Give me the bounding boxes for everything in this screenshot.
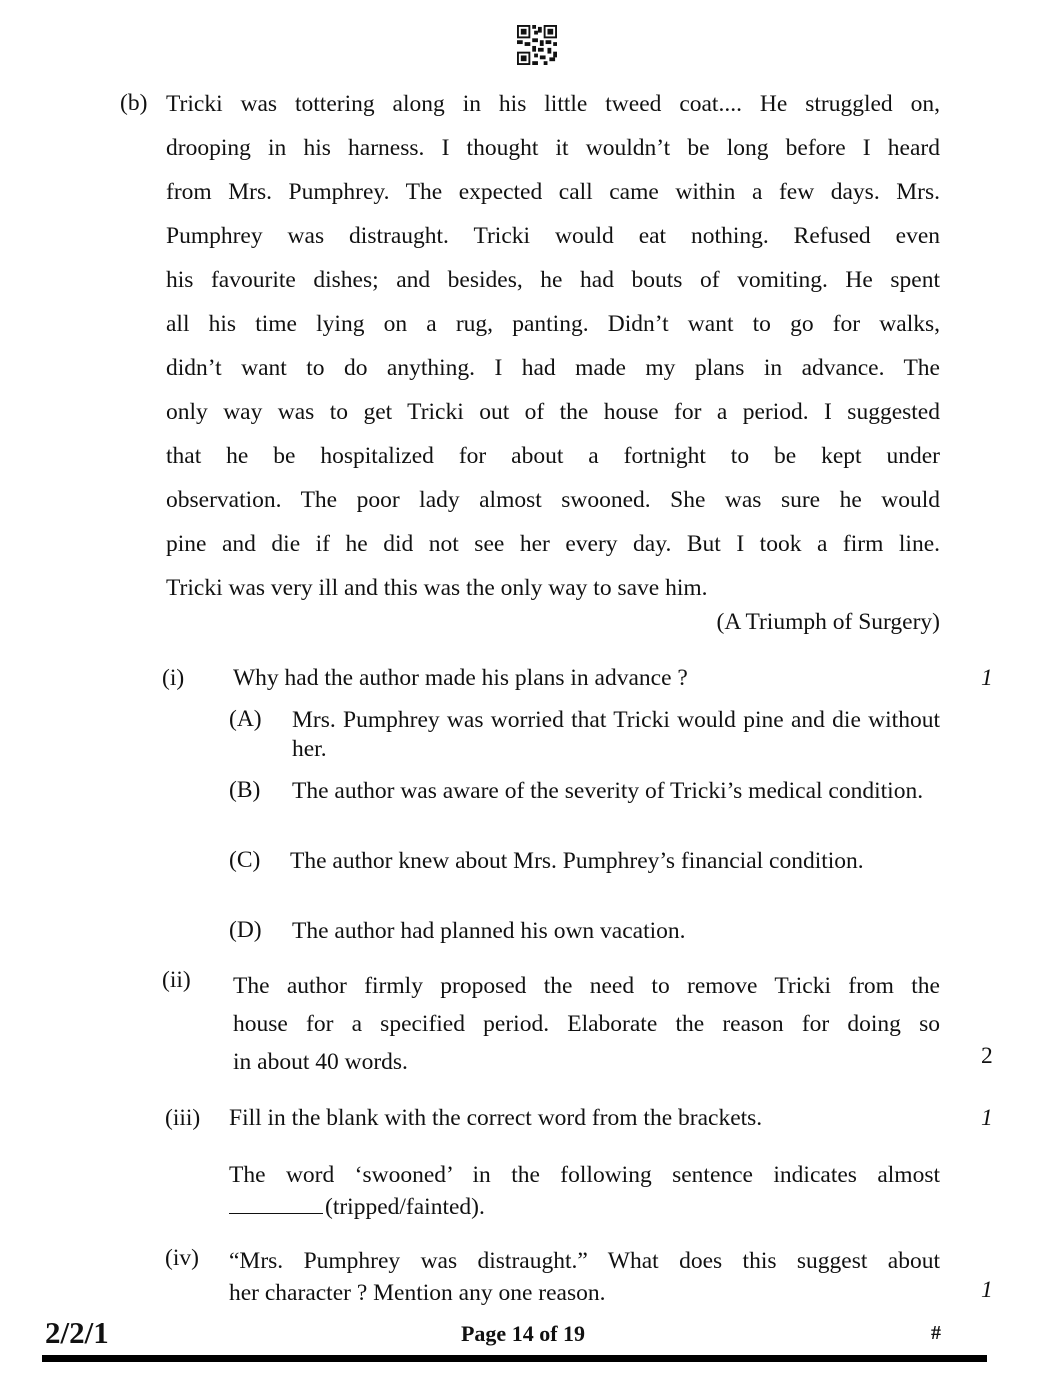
option-text-b: The author was aware of the severity of Tricki’s medical condition.: [292, 778, 924, 804]
question-label-ii: (ii): [162, 967, 191, 993]
page-number: Page 14 of 19: [460, 1321, 586, 1346]
question-label-iii: (iii): [165, 1105, 201, 1131]
question-label-i: (i): [162, 665, 185, 691]
hash-mark: #: [931, 1322, 941, 1344]
option-text-c: The author knew about Mrs. Pumphrey’s financial condition.: [290, 848, 864, 874]
qr-code-icon: [517, 25, 557, 65]
passage-line: only way was to get Tricki out of the house for a period. I suggested: [166, 399, 940, 425]
question-line: in about 40 words.: [233, 1049, 408, 1075]
marks-i: 1: [981, 665, 993, 691]
option-text-d: The author had planned his own vacation.: [292, 918, 686, 944]
fill-blank-line: The word ‘swooned’ in the following sentence indicates almost: [229, 1162, 940, 1188]
marks-iii: 1: [981, 1105, 993, 1131]
blank-field: [229, 1193, 323, 1214]
passage-line: his favourite dishes; and besides, he had bouts of vomiting. He spent: [166, 267, 940, 293]
passage-line: Tricki was tottering along in his little tweed coat.... He struggled on,: [166, 91, 940, 117]
option-label-b: (B): [229, 777, 261, 803]
question-line: The author firmly proposed the need to remove Tricki from the: [233, 973, 940, 999]
passage-line: didn’t want to do anything. I had made my plans in advance. The: [166, 355, 940, 381]
passage-line: Pumphrey was distraught. Tricki would eat nothing. Refused even: [166, 223, 940, 249]
passage-line: observation. The poor lady almost swooned. She was sure he would: [166, 487, 940, 513]
question-line: her character ? Mention any one reason.: [229, 1280, 606, 1306]
passage-line: from Mrs. Pumphrey. The expected call came within a few days. Mrs.: [166, 179, 940, 205]
question-text-i: Why had the author made his plans in advance ?: [233, 665, 688, 691]
passage-line: all his time lying on a rug, panting. Didn’t want to go for walks,: [166, 311, 940, 337]
question-text-iii: Fill in the blank with the correct word from the brackets.: [229, 1105, 763, 1131]
paper-code: 2/2/1: [45, 1315, 109, 1350]
question-line: house for a specified period. Elaborate the reason for doing so: [233, 1011, 940, 1037]
passage-text: [166, 82, 940, 610]
option-text-a: Mrs. Pumphrey was worried that Tricki would pine and die without her.: [292, 707, 940, 762]
passage-line: Tricki was very ill and this was the only way to save him.: [166, 575, 708, 601]
question-text-ii: [233, 967, 940, 1081]
option-label-a: (A): [229, 706, 262, 732]
passage-label: (b): [120, 90, 148, 116]
option-label-c: (C): [229, 847, 261, 873]
marks-iv: 1: [981, 1277, 993, 1303]
footer-rule: [42, 1355, 987, 1362]
question-label-iv: (iv): [165, 1245, 199, 1271]
fill-blank-sentence: [229, 1159, 940, 1223]
passage-line: drooping in his harness. I thought it wouldn’t be long before I heard: [166, 135, 940, 161]
passage-source: (A Triumph of Surgery): [716, 609, 940, 635]
passage-line: that he be hospitalized for about a fortnight to be kept under: [166, 443, 940, 469]
marks-ii: 2: [981, 1043, 993, 1069]
passage-line: pine and die if he did not see her every day. But I took a firm line.: [166, 531, 940, 557]
question-text-iv: [229, 1245, 940, 1309]
option-label-d: (D): [229, 917, 262, 943]
blank-options: (tripped/fainted).: [325, 1194, 485, 1220]
question-line: “Mrs. Pumphrey was distraught.” What does this suggest about: [229, 1248, 940, 1274]
fill-blank-line: [229, 1191, 940, 1223]
